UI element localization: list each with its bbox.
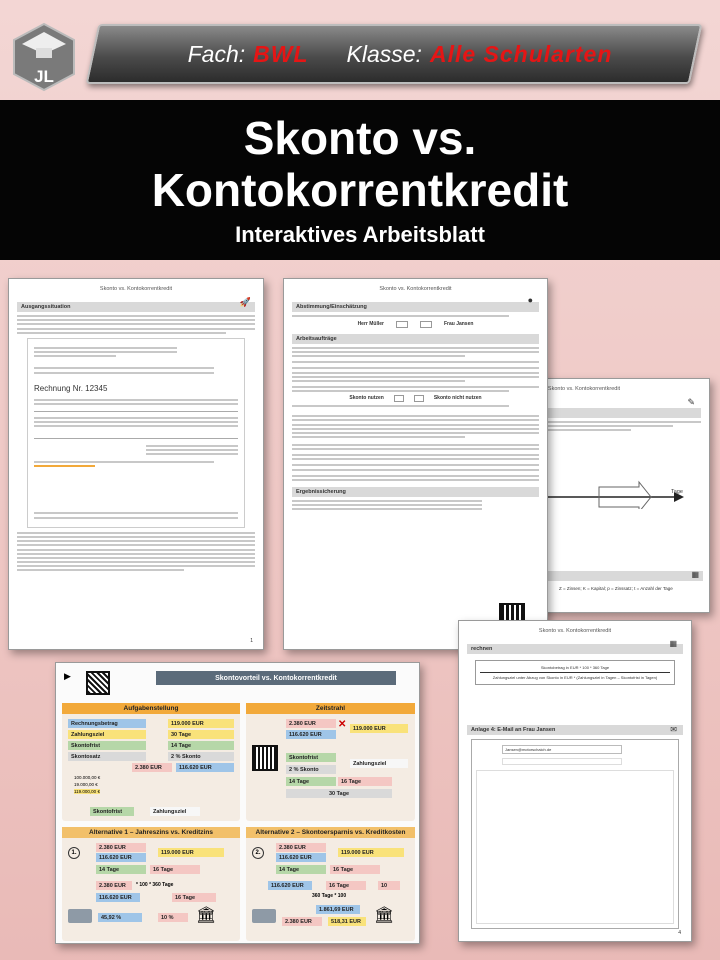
title-band (0, 100, 720, 260)
alt2-value: 16 Tage (330, 865, 380, 874)
discounted-amount: 116.620 EUR (176, 763, 234, 772)
task-label: Skontofrist (68, 741, 146, 750)
class-value: Alle Schularten (429, 40, 613, 67)
gross-amount: 119.000,00 € (74, 789, 100, 794)
alt1-value: 2.380 EUR (96, 881, 132, 890)
timeline-value: 14 Tage (286, 777, 336, 786)
vat-amount: 19.000,00 € (74, 782, 98, 787)
timeline-value: Zahlungsziel (350, 759, 408, 768)
calculator-icon: ▦ (691, 570, 699, 579)
infographic-sheet (55, 662, 420, 944)
alt2-value: 14 Tage (276, 865, 326, 874)
alt1-result: 10 % (158, 913, 188, 922)
panel-alternative-1 (62, 827, 240, 941)
net-amount: 100.000,00 € (74, 775, 101, 780)
pencil-icon: ✎ (687, 397, 695, 407)
vote-option-b: Frau Jansen (443, 321, 474, 327)
timeline-value: 30 Tage (286, 789, 392, 798)
formula-box (475, 660, 675, 685)
timeline-value: 2 % Skonto (286, 765, 336, 774)
decision-option-b: Skonto nicht nutzen (433, 395, 482, 402)
bank-icon: 🏛 (374, 907, 395, 924)
task-label: Rechnungsbetrag (68, 719, 146, 728)
alt2-value: 10 (378, 881, 400, 890)
task-label: Zahlungsziel (68, 730, 146, 739)
cross-icon: ✕ (338, 719, 347, 730)
timeline-value: 116.620 EUR (286, 730, 336, 739)
rocket-icon: 🚀 (239, 297, 251, 307)
alt2-value: 116.620 EUR (268, 881, 312, 890)
formula-denominator: Zahlungsziel unter Abzug von Skonto in EUR * (Zahlungsziel in Tagen – Skontofrist in Tagen) (492, 675, 658, 680)
alt1-formula: * 100 * 360 Tage (136, 882, 174, 888)
page-header: Skonto vs. Kontokorrentkredit (99, 286, 173, 292)
alt1-value: 2.380 EUR (96, 843, 146, 852)
footer-label: Skontofrist (90, 807, 134, 816)
alt2-value: 119.000 EUR (338, 848, 404, 857)
decision-checkbox-b[interactable] (414, 395, 424, 402)
truck-icon (252, 909, 276, 923)
vote-option-a: Herr Müller (357, 321, 384, 327)
task-value: 30 Tage (168, 730, 234, 739)
logo-text: JL (34, 67, 54, 86)
timeline-value: 16 Tage (338, 777, 392, 786)
mail-icon: ✉ (670, 725, 677, 734)
task-value: 14 Tage (168, 741, 234, 750)
alt2-result: 2.380 EUR (282, 917, 322, 926)
page-number: 1 (250, 638, 253, 644)
subtitle: Interaktives Arbeitsblatt (235, 222, 485, 247)
panel-header: Aufgabenstellung (62, 703, 240, 714)
worksheet-page-1 (8, 278, 264, 650)
task-value: 119.000 EUR (168, 719, 234, 728)
truck-icon (68, 909, 92, 923)
panel-timeline (246, 703, 415, 821)
thinking-icon: ● (527, 295, 533, 305)
task-label: Skontosatz (68, 752, 146, 761)
section-bar: Anlage 4: E-Mail an Frau Jansen (467, 725, 683, 735)
section-bar: Ausgangssituation (17, 302, 255, 312)
section-bar: Abstimmung/Einschätzung (292, 302, 539, 312)
bank-icon: 🏛 (196, 907, 217, 924)
class-label: Klasse: (346, 40, 422, 67)
camera-icon: ▶ (64, 671, 71, 681)
axis-label: Tage (671, 489, 683, 495)
alt1-value: 16 Tage (150, 865, 200, 874)
timeline-value: Skontofrist (286, 753, 336, 762)
panel-header: Zeitstrahl (246, 703, 415, 714)
vote-checkbox-a[interactable] (396, 321, 408, 328)
worksheet-page-4 (458, 620, 692, 942)
alt1-value: 16 Tage (172, 893, 216, 902)
worksheet-page-2 (283, 278, 548, 650)
alt2-value: 2.380 EUR (276, 843, 326, 852)
page-header: Skonto vs. Kontokorrentkredit (379, 286, 452, 292)
discount-amount: 2.380 EUR (132, 763, 172, 772)
alt2-formula: 360 Tage * 100 (312, 893, 347, 899)
alt1-value: 119.000 EUR (158, 848, 224, 857)
panel-header: Alternative 2 – Skontoersparnis vs. Kreditkosten (246, 827, 415, 838)
infographic-title: Skontovorteil vs. Kontokorrentkredit (156, 671, 396, 685)
timeline-value: 2.380 EUR (286, 719, 336, 728)
vote-row (284, 321, 547, 328)
subject-line (100, 24, 700, 84)
step-number: 2. (252, 847, 264, 859)
page-header: Skonto vs. Kontokorrentkredit (538, 628, 612, 634)
alt2-result: 518,31 EUR (328, 917, 366, 926)
step-number: 1. (68, 847, 80, 859)
vote-checkbox-b[interactable] (420, 321, 432, 328)
title-line-2: Kontokorrentkredit (151, 164, 569, 216)
email-body-field[interactable] (476, 770, 674, 924)
email-form (471, 739, 679, 929)
panel-alternative-2 (246, 827, 415, 941)
timeline-value: 119.000 EUR (350, 724, 408, 733)
invoice (27, 338, 245, 528)
qr-code-icon[interactable] (252, 745, 278, 771)
page-number: 4 (678, 930, 681, 936)
section-bar: rechnen (467, 644, 683, 654)
alt1-result: 45,92 % (98, 913, 142, 922)
alt1-value: 116.620 EUR (96, 893, 140, 902)
footer-label: Zahlungsziel (150, 807, 200, 816)
page-header: Skonto vs. Kontokorrentkredit (547, 386, 621, 392)
calculator-icon: ▦ (669, 639, 677, 648)
alt2-value: 16 Tage (326, 881, 366, 890)
decision-option-a: Skonto nutzen (349, 395, 384, 402)
alt1-value: 14 Tage (96, 865, 146, 874)
decision-checkbox-a[interactable] (394, 395, 404, 402)
subject-label: Fach: (187, 40, 246, 67)
logo-icon (12, 22, 76, 92)
task-value: 2 % Skonto (168, 752, 234, 761)
alt1-value: 116.620 EUR (96, 853, 146, 862)
subject-value: BWL (253, 40, 309, 67)
alt2-result: 1.861,69 EUR (316, 905, 360, 914)
formula-legend: Z = Zinsen; K = Kapital; p = Zinssatz; t = Anzahl der Tage (559, 586, 673, 591)
section-bar: Arbeitsaufträge (292, 334, 539, 344)
panel-task (62, 703, 240, 821)
formula-numerator: Skontobetrag in EUR * 100 * 360 Tage (480, 665, 670, 673)
alt2-value: 116.620 EUR (276, 853, 326, 862)
email-to-field[interactable]: Jansen@motorschaich.de (502, 745, 622, 754)
title-line-1: Skonto vs. (243, 112, 477, 164)
qr-code-icon[interactable] (86, 671, 110, 695)
panel-header: Alternative 1 – Jahreszins vs. Kreditzins (62, 827, 240, 838)
invoice-title: Rechnung Nr. 12345 (34, 383, 108, 393)
section-bar: Ergebnissicherung (292, 487, 539, 497)
decision-row (284, 395, 547, 402)
